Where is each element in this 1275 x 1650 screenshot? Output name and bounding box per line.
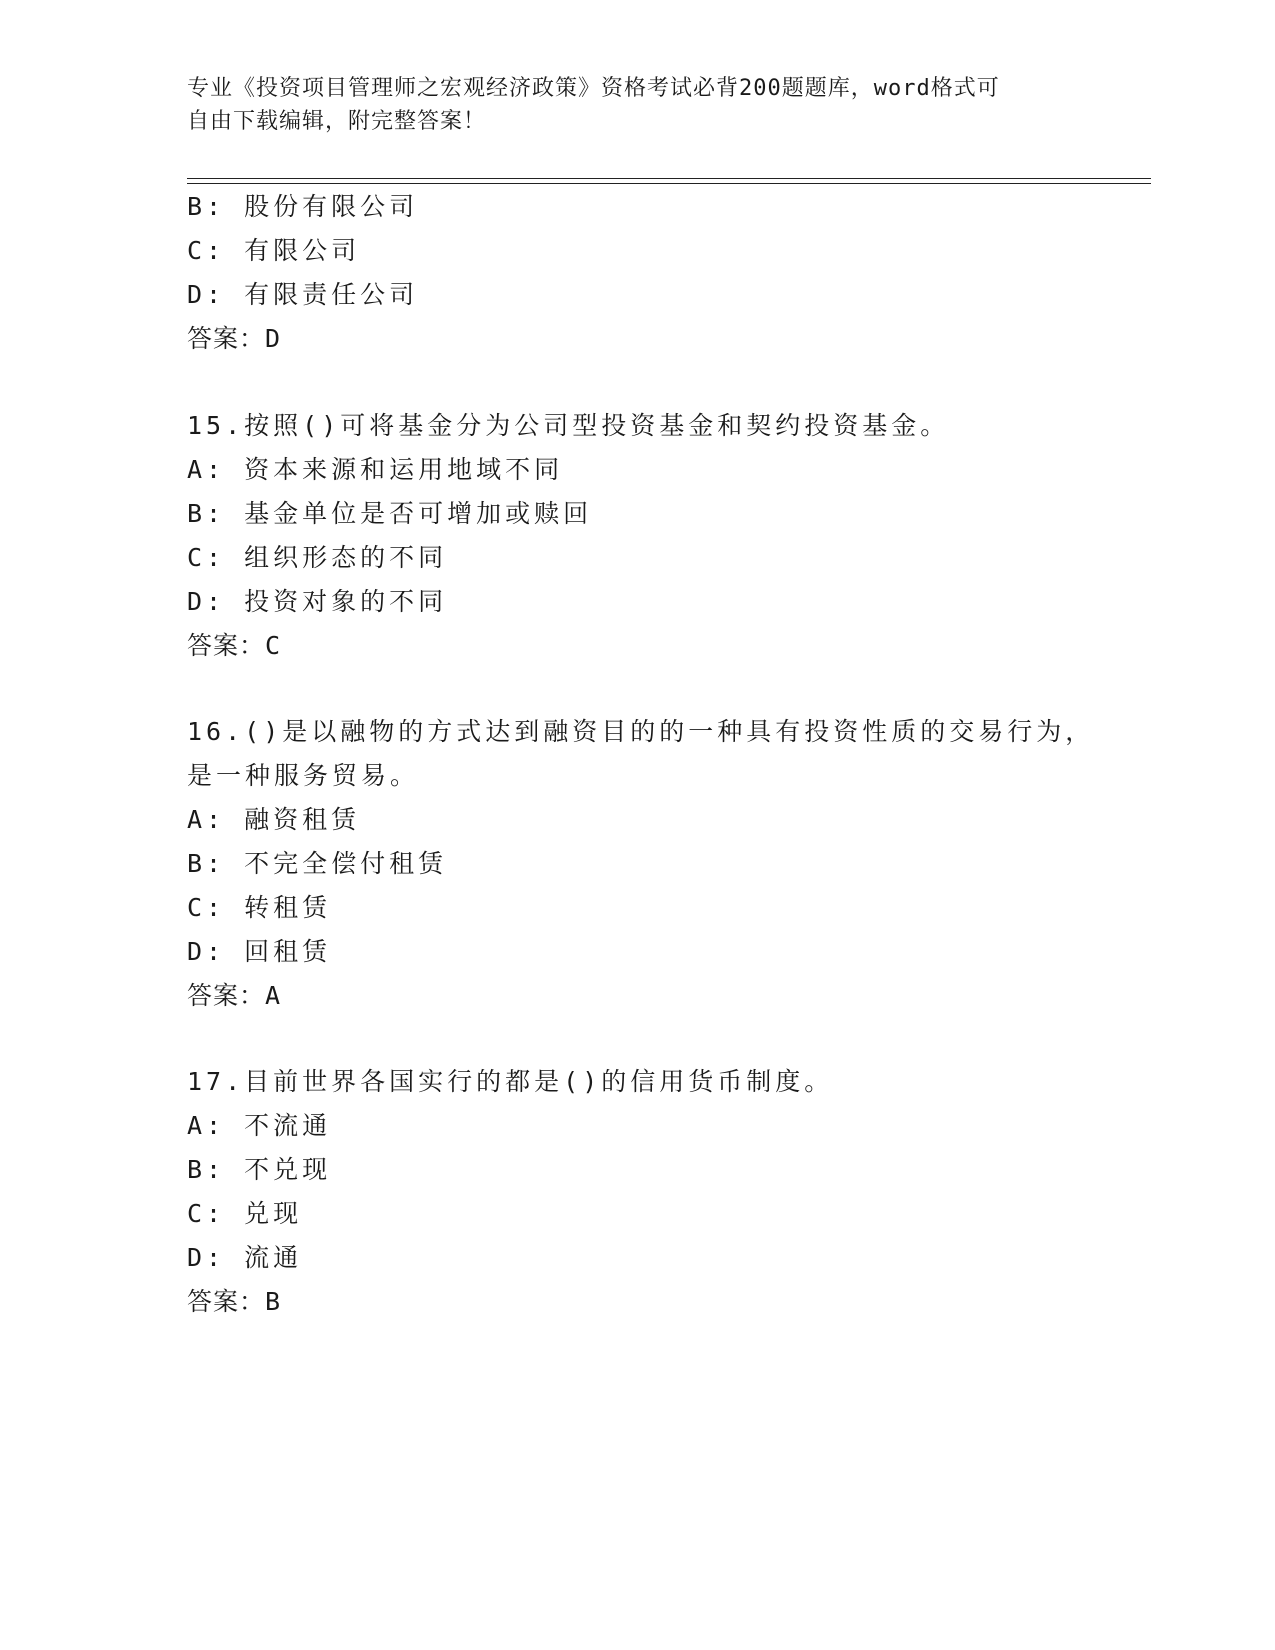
q15-option-a: A: 资本来源和运用地域不同	[187, 455, 564, 484]
q16-question-line-2: 是一种服务贸易。	[187, 761, 420, 790]
q15-option-c: C: 组织形态的不同	[187, 543, 448, 572]
q16-option-c: C: 转租赁	[187, 893, 332, 922]
q17-question: 17.目前世界各国实行的都是()的信用货币制度。	[187, 1067, 834, 1096]
q16-answer: 答案：A	[187, 981, 282, 1010]
q16-option-d: D: 回租赁	[187, 937, 332, 966]
q16-option-a: A: 融资租赁	[187, 805, 361, 834]
q15-option-d: D: 投资对象的不同	[187, 587, 448, 616]
q17-option-b: B: 不兑现	[187, 1155, 332, 1184]
header-divider-bottom	[187, 183, 1151, 184]
q15-question: 15.按照()可将基金分为公司型投资基金和契约投资基金。	[187, 411, 950, 440]
q17-option-d: D: 流通	[187, 1243, 303, 1272]
document-header	[187, 72, 1067, 138]
q15-answer: 答案：C	[187, 631, 282, 660]
q14-option-c: C: 有限公司	[187, 236, 361, 265]
header-divider-top	[187, 178, 1151, 179]
q14-answer: 答案：D	[187, 324, 282, 353]
q14-option-d: D: 有限责任公司	[187, 280, 419, 309]
q16-question-line-1: 16.()是以融物的方式达到融资目的的一种具有投资性质的交易行为，	[187, 717, 1095, 746]
q17-option-a: A: 不流通	[187, 1111, 332, 1140]
q17-answer: 答案：B	[187, 1287, 282, 1316]
header-line-2: 自由下载编辑，附完整答案！	[187, 109, 487, 134]
q17-option-c: C: 兑现	[187, 1199, 303, 1228]
q16-option-b: B: 不完全偿付租赁	[187, 849, 448, 878]
q14-option-b: B: 股份有限公司	[187, 192, 419, 221]
q15-option-b: B: 基金单位是否可增加或赎回	[187, 499, 593, 528]
header-line-1: 专业《投资项目管理师之宏观经济政策》资格考试必背200题题库，word格式可	[187, 76, 1000, 101]
